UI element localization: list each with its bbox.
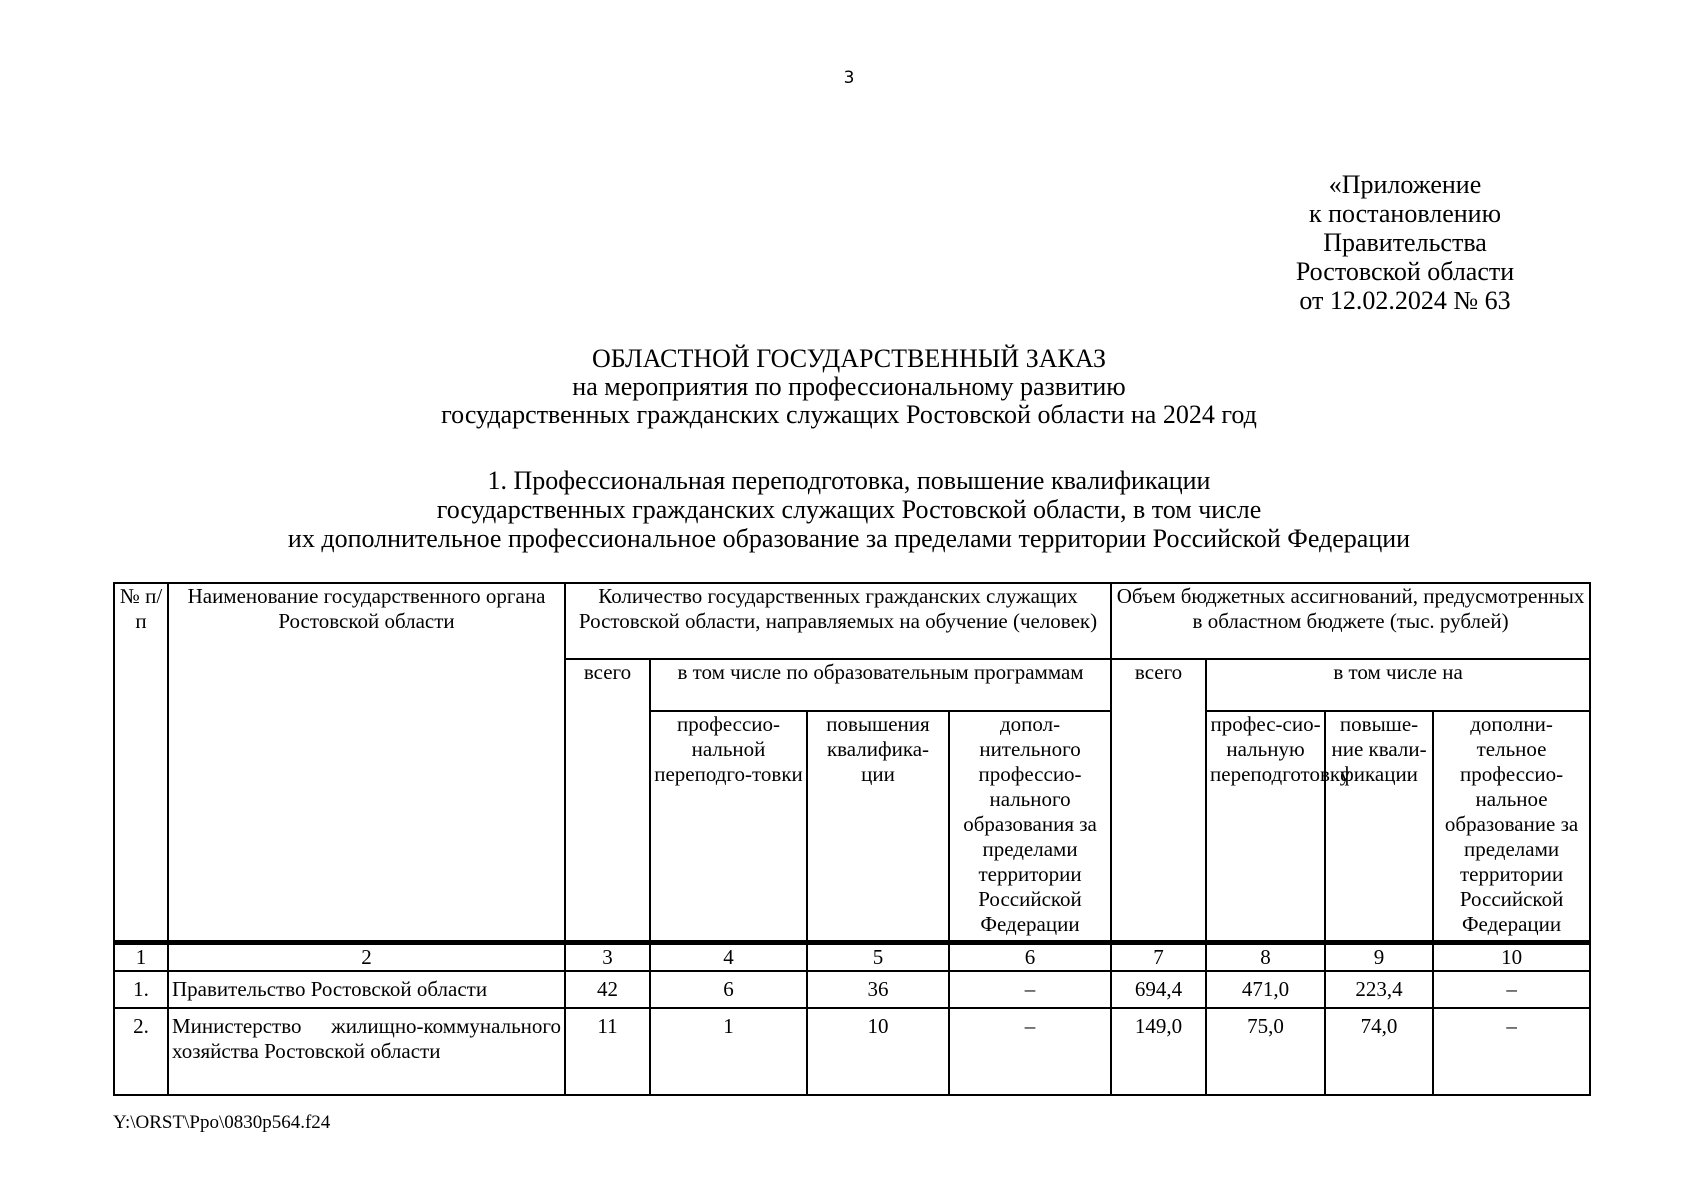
row-name: Министерство жилищно-коммунального хозяйства Ростовской области: [168, 1008, 565, 1095]
row-budget-qual: 74,0: [1325, 1008, 1433, 1095]
row-count-abroad: –: [949, 1008, 1111, 1095]
section-line: их дополнительное профессиональное образование за пределами территории Российской Федерации: [287, 524, 1411, 553]
order-table: [113, 582, 1591, 1096]
row-count-total: 11: [565, 1008, 650, 1095]
column-number: 3: [565, 943, 650, 972]
header-budget-abroad: дополни-тельное профессио-нальное образование за пределами территории Российской Федерации: [1433, 711, 1590, 943]
header-count-group: Количество государственных гражданских служащих Ростовской области, направляемых на обучение (человек): [565, 583, 1111, 659]
header-count-qual: повышения квалифика-ции: [807, 711, 949, 943]
row-count-qual: 10: [807, 1008, 949, 1095]
title-line: государственных гражданских служащих Ростовской области на 2024 год: [441, 400, 1257, 429]
header-budget-total: всего: [1111, 659, 1206, 943]
column-number: 10: [1433, 943, 1590, 972]
header-count-abroad: допол-нительного профессио-нального образования за пределами территории Российской Федерации: [949, 711, 1111, 943]
column-number: 9: [1325, 943, 1433, 972]
row-budget-prof: 471,0: [1206, 971, 1325, 1008]
column-number: 8: [1206, 943, 1325, 972]
section-line: 1. Профессиональная переподготовка, повышение квалификации: [487, 466, 1211, 495]
row-count-qual: 36: [807, 971, 949, 1008]
header-budget-group: Объем бюджетных ассигнований, предусмотренных в областном бюджете (тыс. рублей): [1111, 583, 1590, 659]
header-num: № п/п: [114, 583, 168, 943]
header-count-including: в том числе по образовательным программам: [650, 659, 1111, 711]
row-num: 1.: [114, 971, 168, 1008]
header-budget-including: в том числе на: [1206, 659, 1590, 711]
column-number-row: [114, 943, 1590, 972]
appendix-line: к постановлению: [1308, 199, 1502, 228]
title-heading: ОБЛАСТНОЙ ГОСУДАРСТВЕННЫЙ ЗАКАЗ: [591, 344, 1107, 373]
header-count-total: всего: [565, 659, 650, 943]
document-title: [0, 345, 1698, 429]
column-number: 6: [949, 943, 1111, 972]
table-row: [114, 1008, 1590, 1095]
title-line: на мероприятия по профессиональному развитию: [572, 372, 1126, 401]
row-name: Правительство Ростовской области: [168, 971, 565, 1008]
page-number: 3: [843, 68, 855, 88]
row-count-abroad: –: [949, 971, 1111, 1008]
appendix-line: Ростовской области: [1295, 257, 1515, 286]
row-budget-abroad: –: [1433, 1008, 1590, 1095]
row-num: 2.: [114, 1008, 168, 1095]
section-heading: [0, 466, 1698, 553]
row-budget-total: 149,0: [1111, 1008, 1206, 1095]
header-name: Наименование государственного органа Ростовской области: [168, 583, 565, 943]
row-count-prof: 1: [650, 1008, 807, 1095]
row-budget-qual: 223,4: [1325, 971, 1433, 1008]
row-count-prof: 6: [650, 971, 807, 1008]
appendix-block: [1220, 170, 1590, 315]
header-budget-prof: профес-сио-нальную переподготовку: [1206, 711, 1325, 943]
column-number: 1: [114, 943, 168, 972]
column-number: 4: [650, 943, 807, 972]
header-budget-qual: повыше-ние квали-фикации: [1325, 711, 1433, 943]
section-line: государственных гражданских служащих Ростовской области, в том числе: [436, 495, 1262, 524]
column-number: 7: [1111, 943, 1206, 972]
file-path-footer: Y:\ORST\Ppo\0830p564.f24: [113, 1112, 331, 1133]
row-budget-prof: 75,0: [1206, 1008, 1325, 1095]
appendix-line: от 12.02.2024 № 63: [1299, 286, 1511, 315]
table-row: [114, 971, 1590, 1008]
appendix-line: Правительства: [1323, 228, 1487, 257]
row-budget-abroad: –: [1433, 971, 1590, 1008]
appendix-line: «Приложение: [1328, 170, 1482, 199]
row-budget-total: 694,4: [1111, 971, 1206, 1008]
header-count-prof: профессио-нальной переподго-товки: [650, 711, 807, 943]
row-count-total: 42: [565, 971, 650, 1008]
column-number: 5: [807, 943, 949, 972]
column-number: 2: [168, 943, 565, 972]
